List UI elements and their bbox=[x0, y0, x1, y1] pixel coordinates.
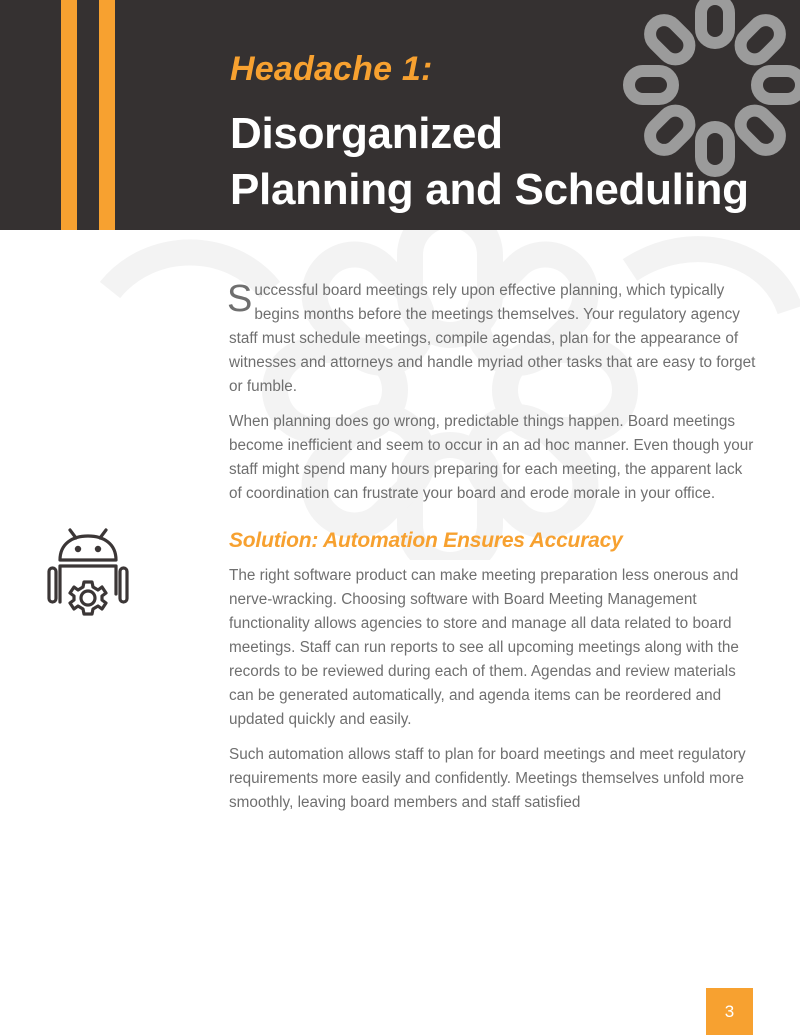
title-line-2: Planning and Scheduling bbox=[230, 165, 749, 214]
accent-stripe-right bbox=[99, 0, 115, 230]
solution-paragraph-1: The right software product can make meeting preparation less onerous and nerve-wracking. Choosing software with Board Meeting Management functionality allows agencies to store and manage all data related to board meetings. Staff can run reports to see all upcoming meetings along with the records to be reviewed during each of them. Agendas and review materials can be generated automatically, and agenda items can be reordered and updated quickly and easily. bbox=[229, 567, 739, 728]
accent-stripe-left bbox=[61, 0, 77, 230]
section-kicker: Headache 1: bbox=[230, 50, 433, 88]
title-line-1: Disorganized bbox=[230, 109, 503, 158]
robot-gear-icon bbox=[46, 524, 130, 622]
solution-heading: Solution: Automation Ensures Accuracy bbox=[229, 529, 623, 552]
header-band bbox=[0, 0, 800, 230]
intro-paragraph-2: When planning does go wrong, predictable things happen. Board meetings become inefficient and seem to occur in an ad hoc manner. Even though your staff might spend many hours preparing for each meeting, the apparent lack of coordination can frustrate your board and erode morale in your office. bbox=[229, 413, 754, 502]
drop-cap: S bbox=[227, 278, 253, 320]
intro-paragraph-1 bbox=[229, 279, 759, 399]
page-title bbox=[230, 106, 749, 218]
main-content bbox=[229, 279, 759, 815]
solution-paragraph-2: Such automation allows staff to plan for board meetings and meet regulatory requirements more easily and confidently. Meetings themselves unfold more smoothly, leaving board members and staff satisfied bbox=[229, 746, 746, 811]
page-number-badge: 3 bbox=[706, 988, 753, 1035]
intro-paragraph-1-text: uccessful board meetings rely upon effective planning, which typically begins months before the meetings themselves. Your regulatory agency staff must schedule meetings, compile agendas, plan for the appearance of witnesses and attorneys and handle myriad other tasks that are easy to forget or fumble. bbox=[229, 282, 756, 395]
